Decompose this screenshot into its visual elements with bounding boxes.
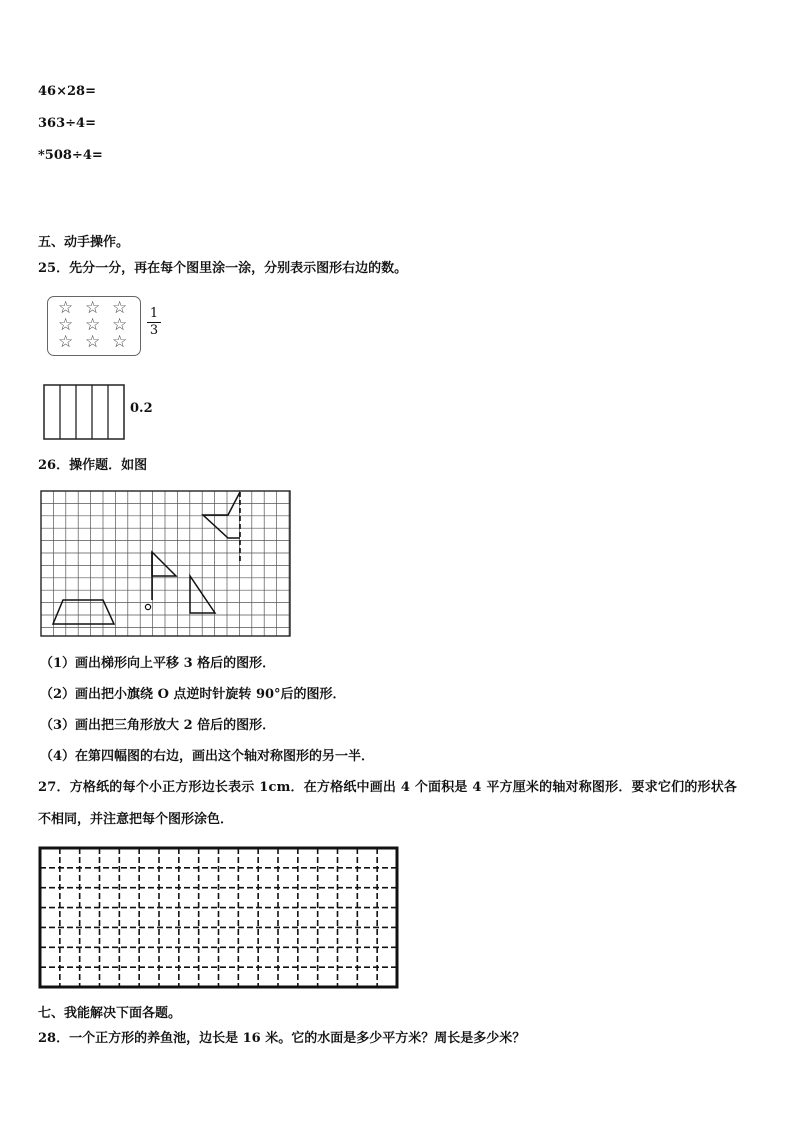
star-icon: ☆: [58, 332, 74, 352]
q26-text: 26．操作题．如图: [38, 458, 148, 473]
star-icon: ☆: [112, 298, 128, 318]
star-icon: ☆: [58, 315, 74, 335]
q26-item-1: （1）画出梯形向上平移 3 格后的图形．: [40, 656, 276, 671]
q26-item-4: （4）在第四幅图的右边，画出这个轴对称图形的另一半．: [40, 749, 375, 764]
star-icon: ☆: [85, 332, 101, 352]
flag: [152, 552, 176, 576]
star-icon: ☆: [112, 315, 128, 335]
calc-line-3: *508÷4=: [38, 148, 103, 163]
fraction-numerator: 1: [149, 306, 159, 321]
point-o: [145, 604, 150, 609]
star-fraction: [147, 307, 161, 338]
section-5-heading: 五、动手操作。: [38, 235, 130, 250]
q26-item-2: （2）画出把小旗绕 O 点逆时针旋转 90°后的图形．: [40, 687, 346, 702]
q27-line-1: 27．方格纸的每个小正方形边长表示 1cm．在方格纸中画出 4 个面积是 4 平方厘米的轴对称图形．要求它们的形状各: [38, 780, 738, 795]
calc-line-1: 46×28=: [38, 84, 96, 99]
q26-item-3: （3）画出把三角形放大 2 倍后的图形．: [40, 718, 276, 733]
star-icon: ☆: [58, 298, 74, 318]
section-7-heading: 七、我能解决下面各题。: [38, 1006, 182, 1021]
fraction-denominator: 3: [149, 323, 159, 338]
q27-line-2: 不相同，并注意把每个图形涂色．: [38, 812, 234, 827]
divided-rectangle: [40, 383, 128, 441]
grid-lines: [41, 491, 290, 636]
calc-line-2: 363÷4=: [38, 116, 96, 131]
star-icon: ☆: [85, 298, 101, 318]
trapezoid: [53, 600, 114, 624]
symmetric-half: [203, 492, 240, 538]
rect-value: 0.2: [130, 401, 153, 416]
dashed-grid-lines: [40, 848, 397, 987]
rect-outline: [44, 385, 124, 439]
star-icon: ☆: [85, 315, 101, 335]
star-icon: ☆: [112, 332, 128, 352]
q28-text: 28．一个正方形的养鱼池，边长是 16 米。它的水面是多少平方米？周长是多少米？: [38, 1031, 526, 1046]
q27-grid: [38, 846, 400, 990]
q26-grid: [40, 490, 292, 638]
q25-text: 25．先分一分，再在每个图里涂一涂，分别表示图形右边的数。: [38, 261, 408, 276]
